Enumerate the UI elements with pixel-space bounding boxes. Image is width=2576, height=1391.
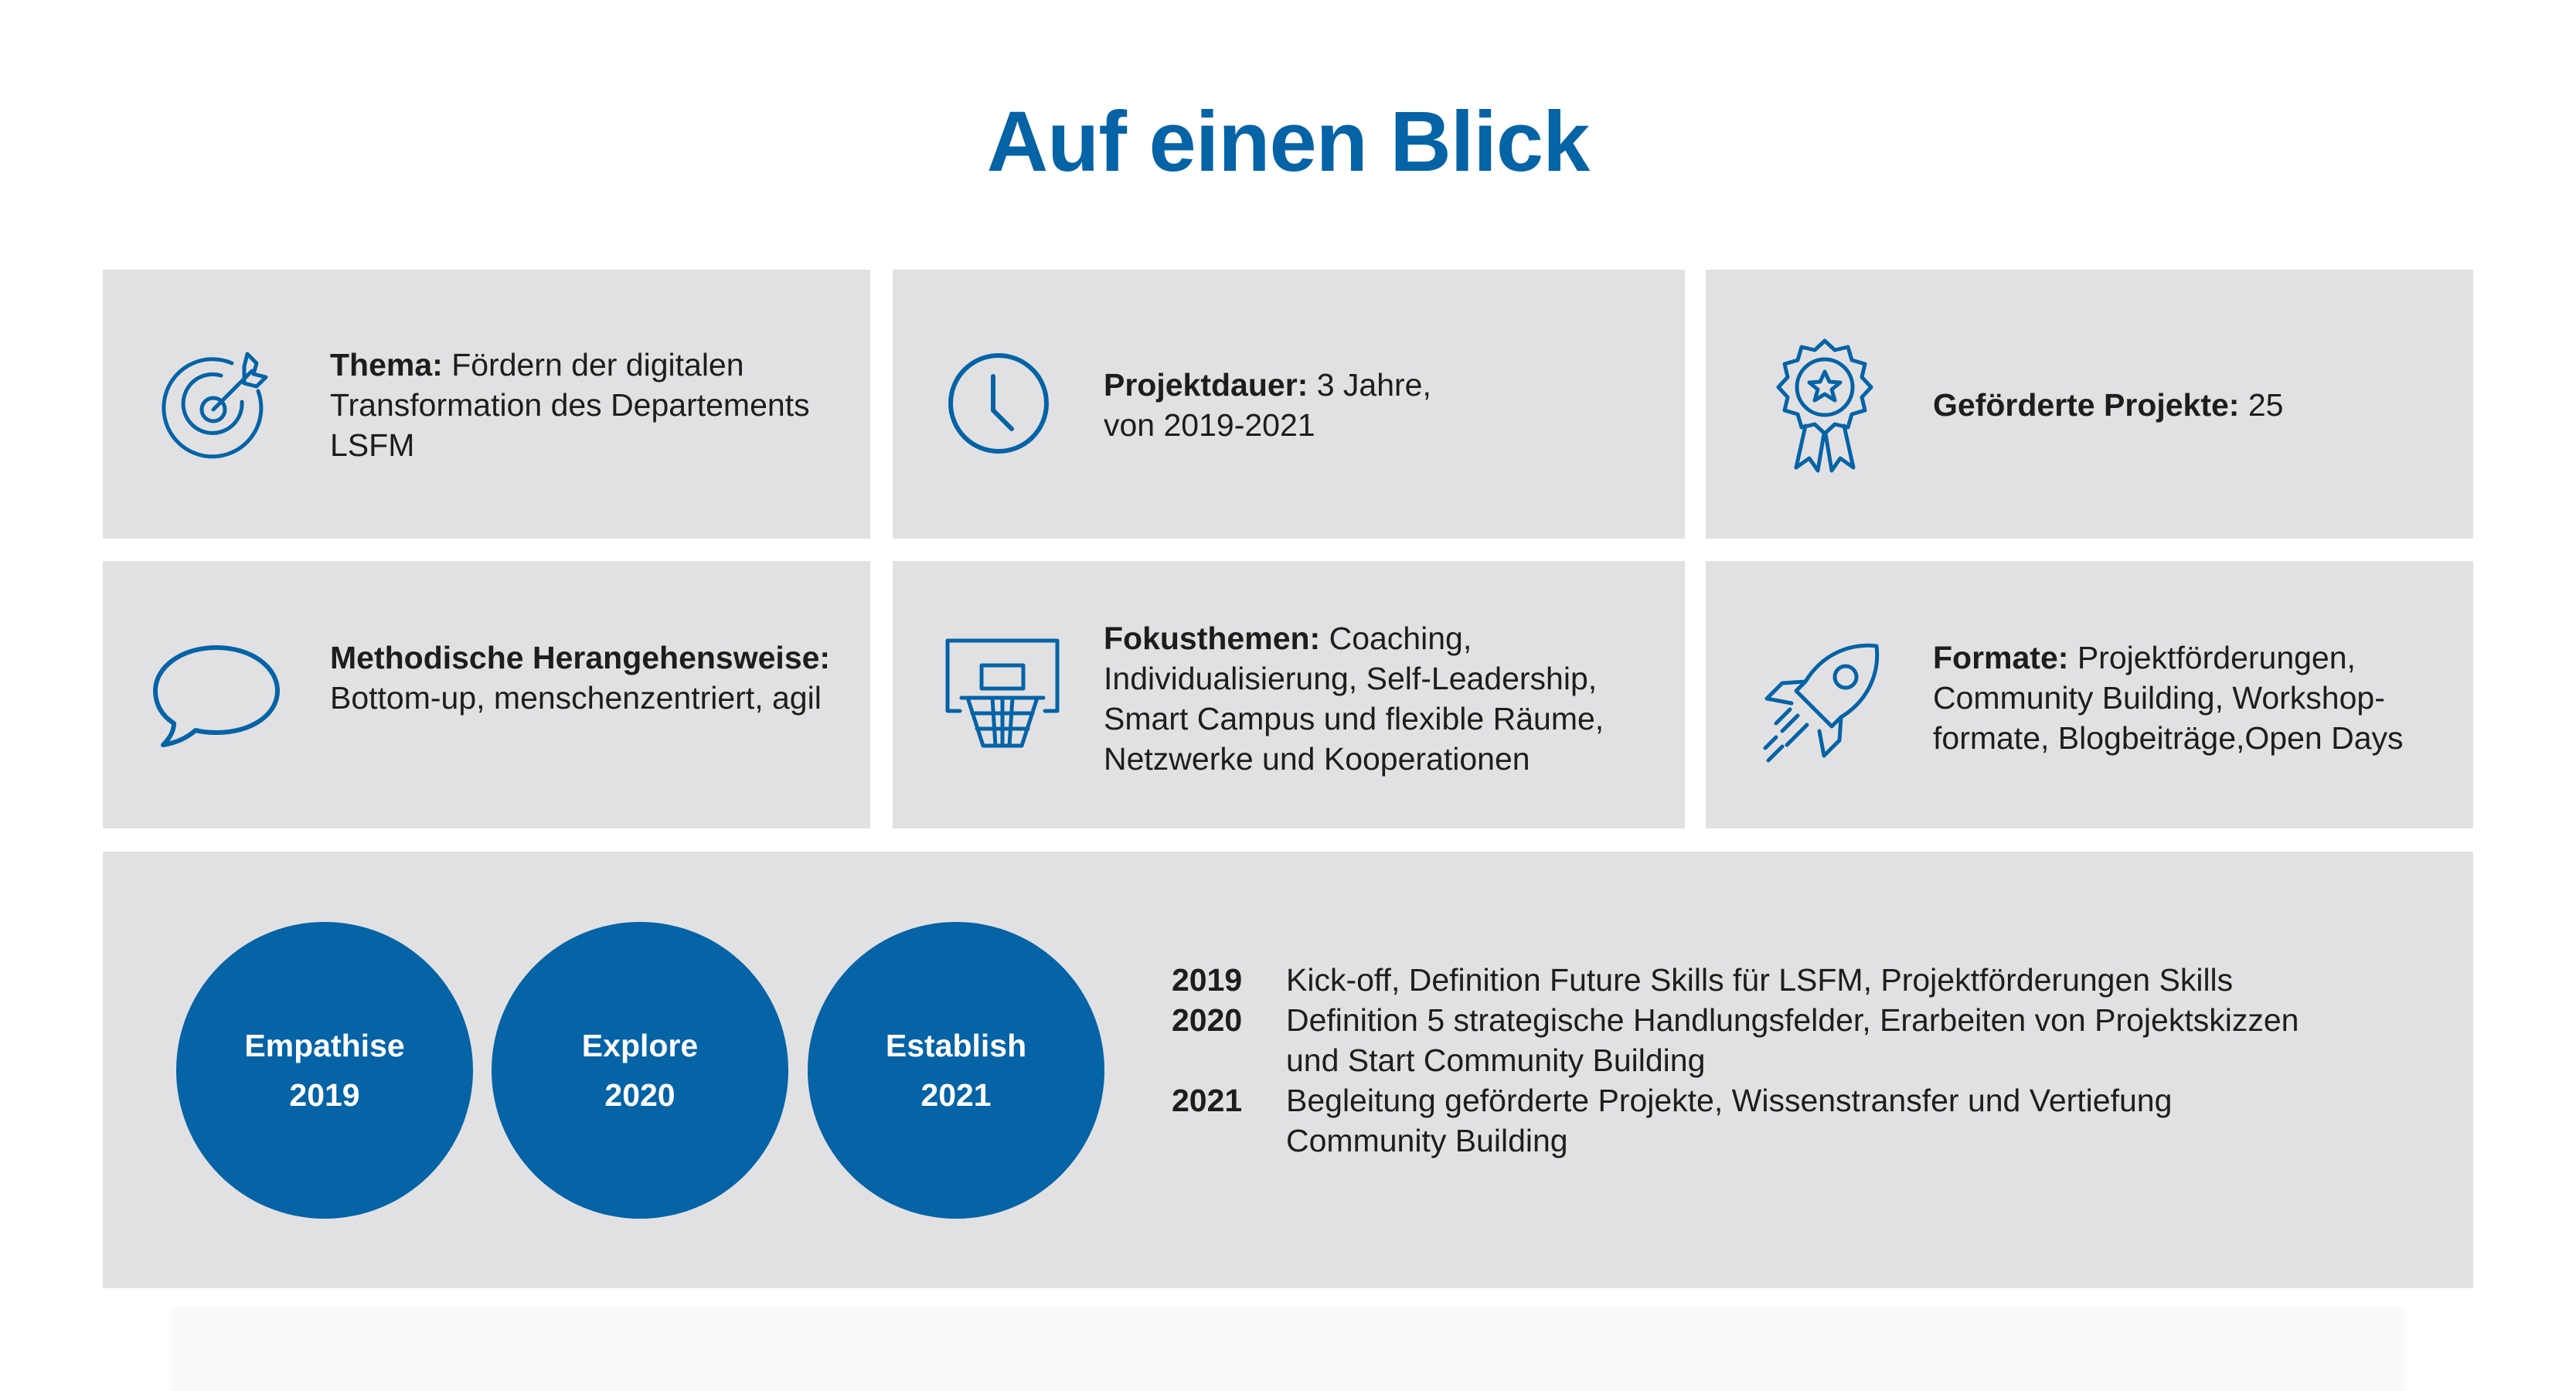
phase-year: 2021 [920,1077,992,1113]
card-label: Methodische Herangehensweise: [330,640,831,675]
card-text: Fördern der digitalen Transformation des Departements LSFM [330,347,810,463]
milestone-year: 2021 [1172,1083,1243,1118]
milestone-text: Begleitung geförderte Projekte, Wissenstransfer und Vertiefung Community Building [1286,1083,2173,1158]
milestone-year: 2020 [1172,1002,1243,1038]
info-card-thema [103,270,870,539]
card-label: Geförderte Projekte: [1933,387,2240,423]
card-text: 25 [2239,387,2284,423]
phase-year: 2020 [604,1077,675,1113]
card-text-line2: von 2019-2021 [1104,407,1315,443]
card-label: Formate: [1933,640,2069,675]
timeline-panel [103,852,2473,1288]
phase-year: 2019 [289,1077,360,1113]
page-title: Auf einen Blick [986,94,1590,189]
milestone-text: Definition 5 strategische Handlungsfelder, Erarbeiten von Projektskizzen und Start Community Building [1286,1002,2299,1078]
card-label: Fokusthemen: [1104,621,1321,656]
phase-circle-establish [808,922,1104,1219]
footer-band [172,1306,2404,1391]
info-card-fokusthemen [893,561,1685,828]
info-card-gefoerderte-projekte [1706,270,2473,539]
card-label: Thema: [330,347,443,383]
card-text: 3 Jahre, [1308,367,1431,403]
award-badge-icon [1767,338,1883,475]
card-label: Projektdauer: [1104,367,1308,403]
phase-name: Establish [885,1028,1027,1063]
rocket-icon [1759,638,1884,764]
milestone-year: 2019 [1172,962,1243,998]
basketball-hoop-icon [944,638,1060,753]
info-card-methodische-herangehensweise [103,561,870,828]
phase-name: Explore [581,1028,699,1063]
milestone-list [1172,960,2368,1161]
card-text: Projektförderungen, Community Building, Workshop-formate, Blogbeiträge,Open Days [1933,640,2404,756]
phase-circle-empathise [176,922,473,1219]
speech-bubble-icon [151,643,282,748]
phase-name: Empathise [244,1028,405,1063]
card-text: Bottom-up, menschenzentriert, agil [330,680,822,716]
clock-icon [947,352,1051,456]
card-text: Coaching, Individualisierung, Self-Leadership, Smart Campus und flexible Räume, Netzwerke und Kooperationen [1104,621,1604,777]
target-icon [161,346,277,462]
milestone-item [1172,960,2368,1000]
info-card-formate [1706,561,2473,828]
phase-circle-explore [492,922,788,1219]
milestone-text: Kick-off, Definition Future Skills für LSFM, Projektförderungen Skills [1286,962,2234,998]
milestone-item [1172,1080,2368,1161]
milestone-item [1172,1000,2368,1080]
info-card-projektdauer [893,270,1685,539]
